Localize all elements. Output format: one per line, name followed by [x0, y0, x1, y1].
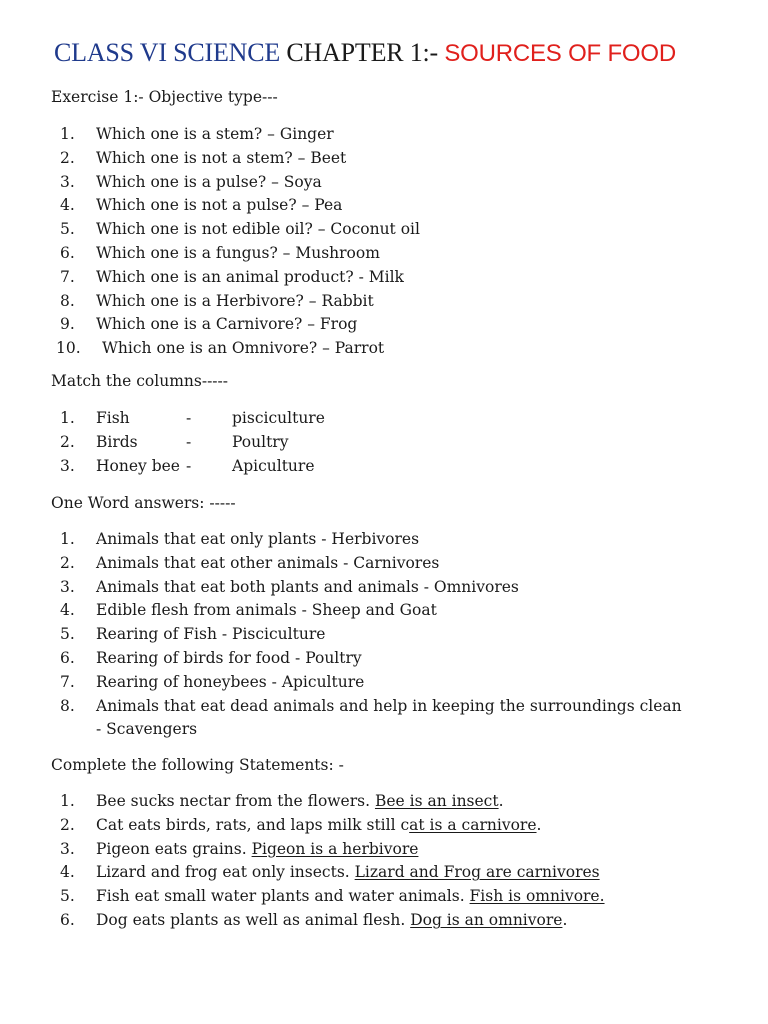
complete-heading: Complete the following Statements: - — [51, 756, 344, 774]
one-word-heading: One Word answers: ----- — [51, 494, 236, 512]
answer-underlined: Pigeon is a herbivore — [251, 839, 419, 858]
exercise1-heading: Exercise 1:- Objective type--- — [51, 88, 278, 106]
document-page: CLASS VI SCIENCE CHAPTER 1:- SOURCES OF FOOD Exercise 1:- Objective type--- 1. Which one is a stem? – Ginger 2. Which one is not a stem? – Beet 3. Which one is a pulse? – Soya 4. Which one is not a pulse? – Pea 5. Which one is not edible oil? – Coconut oil 6. Which one is a fungus? – Mushroom 7. Which one is an animal product? - Milk 8. Which one is a Herbivore? – Rabbit 9. Which one is a Carnivore? – Frog 10. Which one is an Omnivore? – Parrot Match the columns----- 1. Fish - pisciculture 2. Birds - Poultry 3. Honey bee - Apiculture One Word answers: ----- 1. Animals that eat only plants - Herbivores 2. Animals that eat other animals - Carnivores 3. Animals that eat both plants and animals - Omnivores 4. Edible flesh from animals - Sheep and Goat 5. Rearing of Fish - Pisciculture 6. Rearing of birds for food - Poultry 7. Rearing of honeybees - Apiculture 8. Animals that eat dead animals and help in keeping the surroundings clean - Scavengers Complete the following Statements: - 1. Bee sucks nectar from the flowers. Bee is an insect. 2. Cat eats birds, rats, and laps milk still cat is a carnivore. 3. Pigeon eats grains. Pigeon is a herbivore 4. Lizard and frog eat only insects. Lizard and Frog are carnivores 5. Fish eat small water plants and water animals. Fish is omnivore. 6. Dog eats plants as well as animal flesh. Dog is an omnivore. — [51, 38, 682, 929]
answer-underlined: Bee is an insect — [374, 792, 499, 810]
match-heading: Match the columns----- — [51, 372, 229, 390]
answer-underlined: Lizard and Frog are carnivores — [354, 863, 600, 882]
answer-underlined: Dog is an omnivore — [410, 910, 563, 929]
title-chapter: CHAPTER 1:- — [286, 38, 438, 67]
title-topic: SOURCES OF FOOD — [444, 40, 676, 67]
title-class: CLASS VI SCIENCE — [54, 38, 281, 67]
answer-underlined: at is a carnivore — [409, 815, 537, 834]
answer-underlined: Fish is omnivore. — [469, 887, 605, 906]
page-title — [54, 38, 676, 68]
one-word-item8-continuation: - Scavengers — [96, 720, 198, 738]
